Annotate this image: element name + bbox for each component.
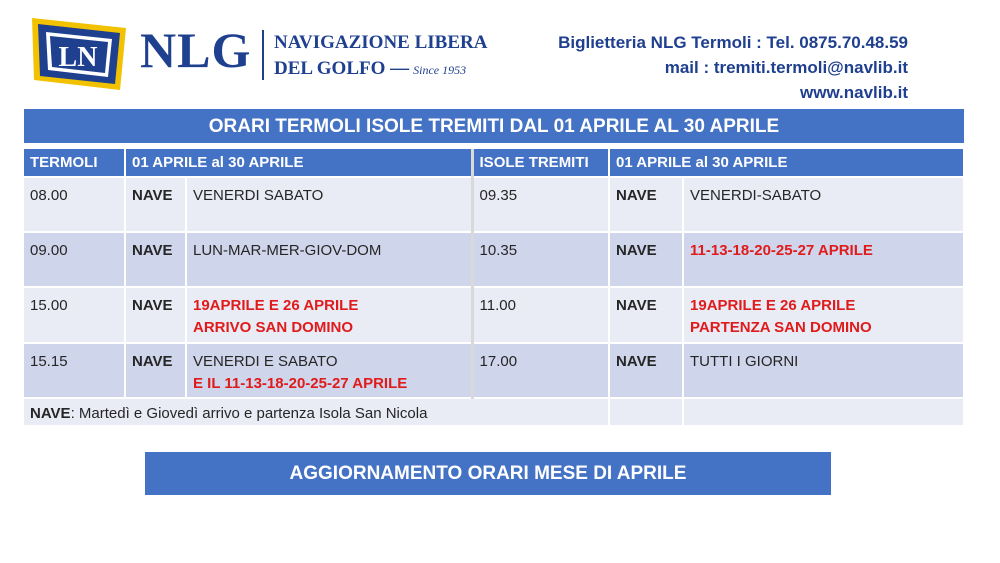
ret-vessel: NAVE	[609, 232, 683, 287]
dep-days	[186, 177, 472, 232]
ret-days-line1: 19APRILE E 26 APRILE	[690, 297, 856, 314]
update-banner: AGGIORNAMENTO ORARI MESE DI APRILE	[145, 452, 831, 495]
table-row	[24, 343, 964, 398]
note-label: NAVE	[30, 405, 71, 422]
ret-days-line1: TUTTI I GIORNI	[690, 353, 799, 370]
dep-time: 09.00	[24, 232, 125, 287]
ret-vessel: NAVE	[609, 177, 683, 232]
company-since: Since 1953	[413, 63, 467, 77]
dep-vessel: NAVE	[125, 177, 186, 232]
table-row	[24, 232, 964, 287]
ret-days	[683, 232, 964, 287]
ret-days-line1: VENERDI-SABATO	[690, 187, 822, 204]
ret-time: 09.35	[472, 177, 609, 232]
col-header-termoli: TERMOLI	[24, 149, 125, 177]
timetable-note	[24, 398, 609, 425]
timetable-header-row	[24, 149, 964, 177]
flag-logo-text: LN	[58, 42, 98, 73]
dep-days-line1: VENERDI E SABATO	[193, 353, 338, 370]
ret-vessel: NAVE	[609, 343, 683, 398]
dep-vessel: NAVE	[125, 232, 186, 287]
ret-time: 17.00	[472, 343, 609, 398]
company-dash: —	[390, 58, 410, 79]
nlg-flag-logo	[28, 14, 132, 94]
dep-days-line2: E IL 11-13-18-20-25-27 APRILE	[193, 375, 408, 392]
ret-days-line2: PARTENZA SAN DOMINO	[690, 319, 872, 336]
ret-time: 11.00	[472, 287, 609, 343]
col-header-ret-period: 01 APRILE al 30 APRILE	[609, 149, 964, 177]
timetable-title: ORARI TERMOLI ISOLE TREMITI DAL 01 APRILE AL 30 APRILE	[24, 109, 964, 143]
dep-days-line1: LUN-MAR-MER-GIOV-DOM	[193, 242, 382, 259]
logo-divider	[262, 30, 264, 80]
note-row	[24, 398, 964, 425]
logo-initials: NLG	[140, 22, 252, 78]
ret-days-line1: 11-13-18-20-25-27 APRILE	[690, 242, 873, 259]
col-header-dep-period: 01 APRILE al 30 APRILE	[125, 149, 472, 177]
ret-days	[683, 287, 964, 343]
ret-time: 10.35	[472, 232, 609, 287]
company-name-line2	[274, 58, 466, 80]
website-link[interactable]: www.navlib.it	[800, 83, 908, 102]
table-row	[24, 287, 964, 343]
dep-days-line1: VENERDI SABATO	[193, 187, 324, 204]
ret-vessel: NAVE	[609, 287, 683, 343]
company-name-line1: NAVIGAZIONE LIBERA	[274, 32, 488, 53]
dep-days	[186, 287, 472, 343]
note-empty-cell	[683, 398, 964, 425]
note-empty-cell	[609, 398, 683, 425]
contact-block	[558, 30, 908, 105]
col-header-isole-tremiti: ISOLE TREMITI	[472, 149, 609, 177]
dep-time: 15.15	[24, 343, 125, 398]
dep-vessel: NAVE	[125, 287, 186, 343]
ret-days	[683, 177, 964, 232]
dep-days	[186, 343, 472, 398]
dep-days-line1: 19APRILE E 26 APRILE	[193, 297, 359, 314]
ret-days	[683, 343, 964, 398]
contact-email[interactable]: mail : tremiti.termoli@navlib.it	[664, 58, 908, 77]
table-row	[24, 177, 964, 232]
dep-time: 08.00	[24, 177, 125, 232]
dep-vessel: NAVE	[125, 343, 186, 398]
company-name-line2-text: DEL GOLFO	[274, 58, 386, 79]
dep-time: 15.00	[24, 287, 125, 343]
dep-days-line2: ARRIVO SAN DOMINO	[193, 319, 354, 336]
note-text: : Martedì e Giovedì arrivo e partenza Isola San Nicola	[70, 405, 428, 422]
timetable	[24, 149, 965, 425]
dep-days	[186, 232, 472, 287]
ticket-office-phone: Biglietteria NLG Termoli : Tel. 0875.70.48.59	[558, 33, 908, 52]
